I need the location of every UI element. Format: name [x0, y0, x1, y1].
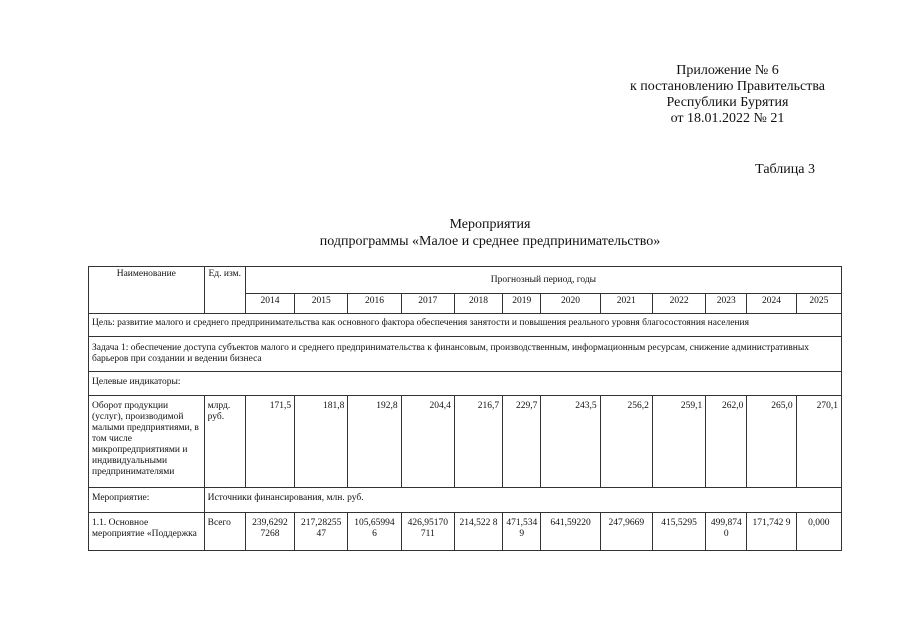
funding-value: 217,28255 47 — [295, 513, 348, 551]
funding-value: 105,65994 6 — [348, 513, 401, 551]
turnover-value: 204,4 — [401, 396, 454, 488]
funding-value: 239,6292 7268 — [245, 513, 294, 551]
year-cell: 2014 — [245, 294, 294, 314]
turnover-value: 270,1 — [796, 396, 841, 488]
year-cell: 2023 — [706, 294, 747, 314]
main-measure-row — [89, 513, 842, 551]
turnover-value: 229,7 — [503, 396, 541, 488]
turnover-value: 243,5 — [541, 396, 600, 488]
year-cell: 2024 — [747, 294, 796, 314]
measures-table — [88, 266, 842, 551]
turnover-value: 256,2 — [600, 396, 652, 488]
main-measure-name: 1.1. Основное мероприятие «Поддержка — [89, 513, 205, 551]
funding-value: 214,522 8 — [454, 513, 502, 551]
year-cell: 2019 — [503, 294, 541, 314]
year-cell: 2025 — [796, 294, 841, 314]
goal-cell: Цель: развитие малого и среднего предпринимательства как основного фактора обеспечения занятости и повышения реального уровня благосостояния населения — [89, 314, 842, 337]
turnover-value: 192,8 — [348, 396, 401, 488]
header-name: Наименование — [89, 267, 205, 314]
year-cell: 2018 — [454, 294, 502, 314]
task-cell: Задача 1: обеспечение доступа субъектов малого и среднего предпринимательства к финансовым, производственным, информационным ресурсам, снижение административных барьеров при создании и ведении бизнеса — [89, 337, 842, 372]
turnover-value: 216,7 — [454, 396, 502, 488]
funding-label-cell: Источники финансирования, млн. руб. — [204, 488, 841, 513]
funding-value: 247,9669 — [600, 513, 652, 551]
funding-value: 426,95170 711 — [401, 513, 454, 551]
appendix-line-1: Приложение № 6 — [676, 63, 779, 78]
goal-row — [89, 314, 842, 337]
funding-value: 641,59220 — [541, 513, 600, 551]
funding-value: 471,534 9 — [503, 513, 541, 551]
header-row-1 — [89, 267, 842, 294]
appendix-line-3: Республики Бурятия — [666, 95, 789, 110]
year-cell: 2020 — [541, 294, 600, 314]
funding-value: 0,000 — [796, 513, 841, 551]
header-unit: Ед. изм. — [204, 267, 245, 314]
appendix-line-4: от 18.01.2022 № 21 — [670, 111, 785, 126]
turnover-value: 181,8 — [295, 396, 348, 488]
turnover-unit: млрд. руб. — [204, 396, 245, 488]
indicators-cell: Целевые индикаторы: — [89, 372, 842, 396]
year-cell: 2021 — [600, 294, 652, 314]
appendix-line-2: к постановлению Правительства — [629, 79, 826, 94]
title-line-2: подпрограммы «Малое и среднее предпринимательство» — [319, 234, 661, 249]
table-number: Таблица 3 — [755, 162, 815, 177]
turnover-value: 265,0 — [747, 396, 796, 488]
header-period: Прогнозный период, годы — [245, 267, 841, 294]
task-row — [89, 337, 842, 372]
year-cell: 2015 — [295, 294, 348, 314]
turnover-value: 171,5 — [245, 396, 294, 488]
measure-label-row — [89, 488, 842, 513]
turnover-name: Оборот продукции (услуг), производимой малыми предприятиями, в том числе микропредприятиями и индивидуальными предпринимателями — [89, 396, 205, 488]
title-line-1: Мероприятия — [449, 217, 531, 232]
turnover-value: 262,0 — [706, 396, 747, 488]
funding-value: 171,742 9 — [747, 513, 796, 551]
document-title — [90, 216, 890, 250]
funding-value: 499,874 0 — [706, 513, 747, 551]
indicators-row — [89, 372, 842, 396]
turnover-row — [89, 396, 842, 488]
year-cell: 2022 — [652, 294, 705, 314]
year-cell: 2016 — [348, 294, 401, 314]
measure-label-cell: Мероприятие: — [89, 488, 205, 513]
main-measure-unit: Всего — [204, 513, 245, 551]
funding-value: 415,5295 — [652, 513, 705, 551]
appendix-block — [600, 63, 855, 127]
turnover-value: 259,1 — [652, 396, 705, 488]
year-cell: 2017 — [401, 294, 454, 314]
